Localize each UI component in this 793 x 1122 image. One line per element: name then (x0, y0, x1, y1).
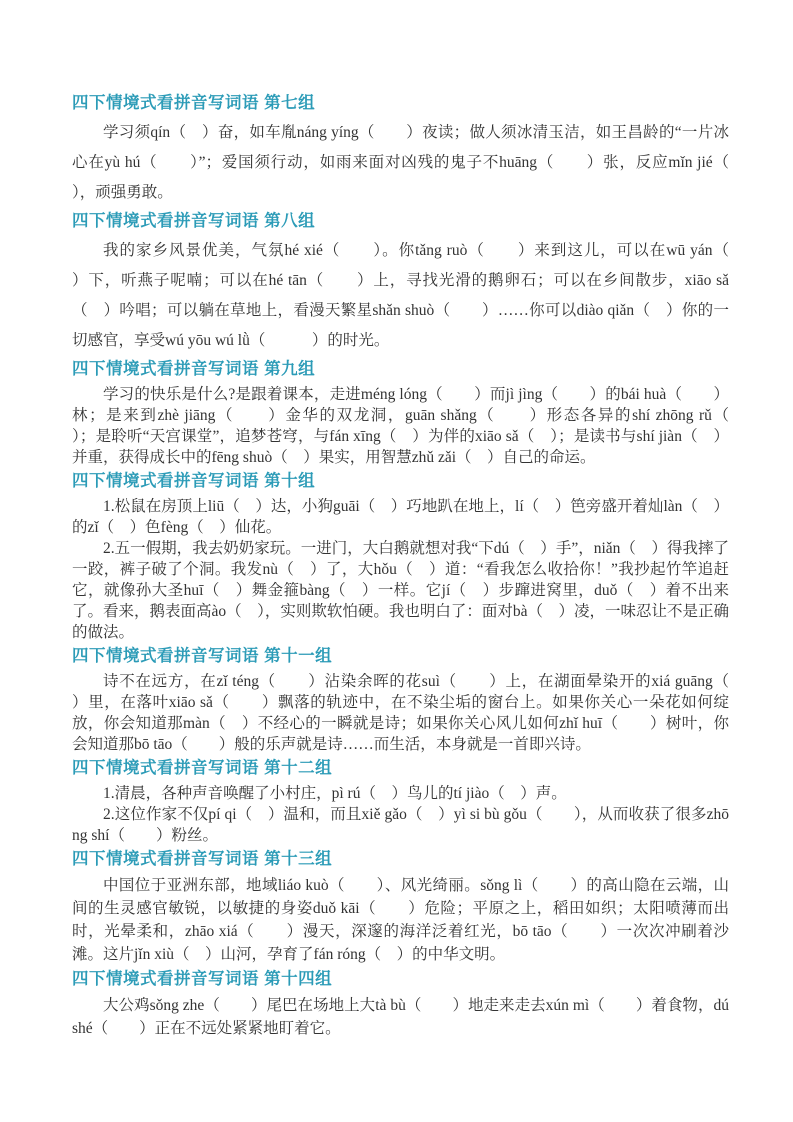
section-title: 四下情境式看拼音写词语 第十二组 (72, 759, 333, 777)
exercise-text: 2.这位作家不仅pí qi（ ）温和，而且xiě gǎo（ ）yì si bù gǒu（ ），从而收获了很多zhōng shí（ ）粉丝。 (72, 806, 729, 844)
exercise-text: 2.五一假期，我去奶奶家玩。一进门，大白鹅就想对我“下dú（ ）手”，niǎn（ ）得我摔了一跤，裤子破了个洞。我发nù（ ）了，大hǒu（ ）道：“看我怎么收拾你！”我抄起竹竿追赶它，就像孙大圣huī（ ）舞金箍bàng（ ）一样。它jí（ ）步蹿进窝里，duǒ（ ）着不出来了。看来，鹅表面高ào（ ），实则欺软怕硬。我也明白了：面对bà（ ）凌，一味忍让不是正确的做法。 (72, 540, 730, 641)
exercise-text: 大公鸡sǒng zhe（ ）尾巴在场地上大tà bù（ ）地走来走去xún mì（ ）着食物，dú shé（ ）正在不远处紧紧地盯着它。 (72, 997, 729, 1037)
exercise-text: 1.松鼠在房顶上liū（ ）达，小狗guāi（ ）巧地趴在地上，lí（ ）笆旁盛开着灿làn（ ）的zǐ（ ）色fèng（ ）仙花。 (72, 498, 729, 536)
exercise-text: 1.清晨，各种声音唤醒了小村庄，pì rú（ ）鸟儿的tí jiào（ ）声。 (103, 785, 567, 802)
section-title: 四下情境式看拼音写词语 第十一组 (72, 647, 333, 665)
section-title: 四下情境式看拼音写词语 第八组 (72, 212, 316, 230)
section-group-11 (72, 646, 761, 755)
section-group-9 (72, 359, 761, 468)
exercise-text: 中国位于亚洲东部，地域liáo kuò（ ）、风光绮丽。sǒng lì（ ）的高山隐在云端，山间的生灵感官敏锐，以敏捷的身姿duǒ kāi（ ）危险；平原之上，稻田如织；太阳喷薄而出时，光晕柔和，zhāo xiá（ ）漫天，深邃的海洋泛着红光，bō tāo（ ）一次次冲刷着沙滩。这片jǐn xiù（ ）山河，孕育了fán róng（ ）的中华文明。 (72, 877, 729, 963)
exercise-text: 我的家乡风景优美，气氛hé xié（ ）。你tǎng ruò（ ）来到这儿，可以在wū yán（ ）下，听燕子呢喃；可以在hé tān（ ）上，寻找光滑的鹅卵石；可以在乡间散步，xiāo sǎ（ ）吟唱；可以躺在草地上，看漫天繁星shǎn shuò（ ）……你可以diào qiǎn（ ）你的一切感官，享受wú yōu wú lǜ（ ）的时光。 (72, 242, 761, 349)
section-title: 四下情境式看拼音写词语 第七组 (72, 94, 316, 112)
exercise-text: 学习须qín（ ）奋，如车胤náng yíng（ ）夜读；做人须冰清玉洁，如王昌龄的“一片冰心在yù hú（ ）”；爱国须行动，如雨来面对凶残的鬼子不huāng（ ）张，反应mǐn jié（ ），顽强勇敢。 (72, 124, 761, 201)
exercise-text: 学习的快乐是什么?是跟着课本，走进méng lóng（ ）而jì jìng（ ）的bái huà（ ）林；是来到zhè jiāng（ ）金华的双龙洞，guān shǎng（ ）形态各异的shí zhōng rǔ（ ）；是聆听“天宫课堂”，追梦苍穹，与fán xīng（ ）为伴的xiāo sǎ（ ）；是读书与shí jiàn（ ）并重，获得成长中的fēng shuò（ ）果实，用智慧zhǔ zǎi（ ）自己的命运。 (72, 386, 761, 466)
section-group-12 (72, 758, 729, 846)
section-group-7 (72, 93, 761, 208)
section-title: 四下情境式看拼音写词语 第十四组 (72, 970, 333, 988)
section-group-13 (72, 849, 729, 966)
section-group-8 (72, 211, 761, 356)
section-title: 四下情境式看拼音写词语 第十组 (72, 472, 316, 490)
section-title: 四下情境式看拼音写词语 第十三组 (72, 850, 333, 868)
section-title: 四下情境式看拼音写词语 第九组 (72, 360, 316, 378)
section-group-14 (72, 969, 729, 1040)
exercise-text: 诗不在远方，在zǐ téng（ ）沾染余晖的花suì（ ）上，在湖面晕染开的xiá guāng（ ）里，在落叶xiāo sǎ（ ）飘落的轨迹中，在不染尘垢的窗台上。如果你关心一朵花如何绽放，你会知道那màn（ ）不经心的一瞬就是诗；如果你关心风儿如何zhǐ huī（ ）树叶，你会知道那bō tāo（ ）般的乐声就是诗……而生活，本身就是一首即兴诗。 (72, 673, 761, 753)
section-group-10 (72, 471, 729, 643)
